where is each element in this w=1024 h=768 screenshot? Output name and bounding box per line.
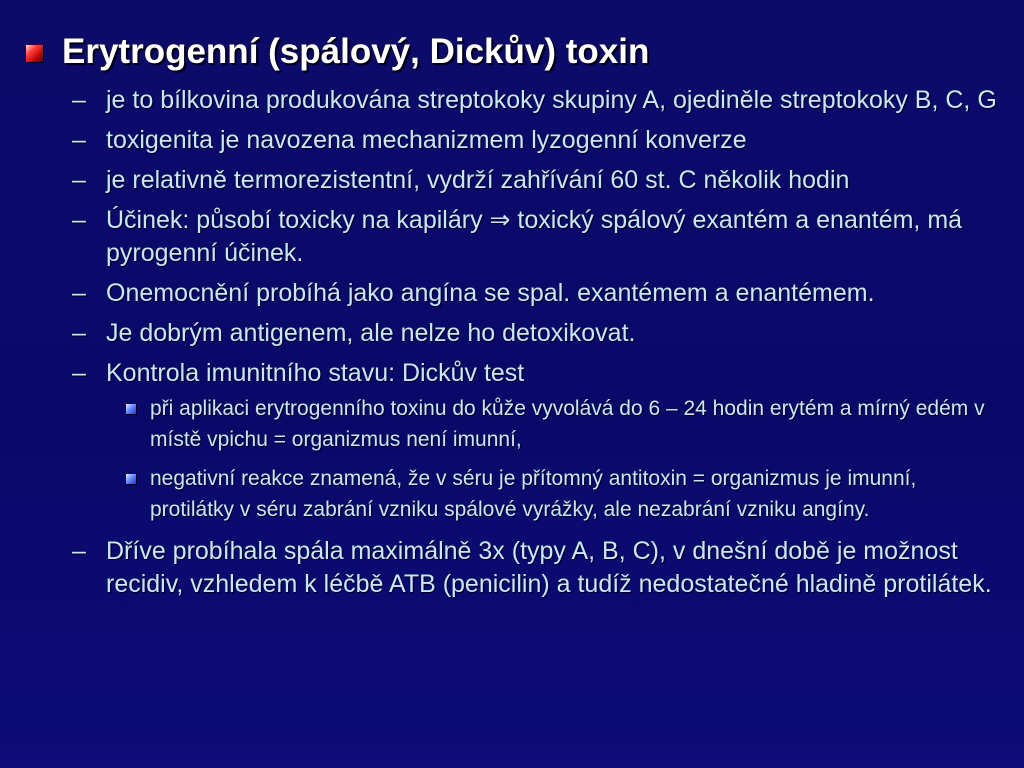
slide-title: Erytrogenní (spálový, Dickův) toxin (62, 32, 650, 71)
list-item (72, 84, 1002, 117)
bullet-list (72, 84, 1002, 608)
list-item-text: Onemocnění probíhá jako angína se spal. exantémem a enantémem. (106, 279, 875, 307)
dash-marker: – (72, 537, 86, 565)
sub-list-item-text: při aplikaci erytrogenního toxinu do kůže vyvolává do 6 – 24 hodin erytém a mírný edém v místě vpichu = organizmus není imunní, (150, 397, 985, 451)
list-item (72, 535, 1002, 601)
sub-list-item-text: negativní reakce znamená, že v séru je přítomný antitoxin = organizmus je imunní, protilátky v séru zabrání vzniku spálové vyrážky, ale nezabrání vzniku angíny. (150, 467, 917, 521)
dash-marker: – (72, 319, 86, 347)
square-bullet-icon (26, 45, 43, 62)
list-item (72, 164, 1002, 197)
dash-marker: – (72, 279, 86, 307)
sub-list-item (126, 463, 1006, 525)
dash-marker: – (72, 359, 86, 387)
list-item-text: Je dobrým antigenem, ale nelze ho detoxikovat. (106, 319, 636, 347)
sub-list-item (126, 393, 1006, 455)
dash-marker: – (72, 126, 86, 154)
square-bullet-icon (126, 474, 136, 484)
list-item-text: je to bílkovina produkována streptokoky skupiny A, ojediněle streptokoky B, C, G (106, 86, 997, 114)
list-item-text: Kontrola imunitního stavu: Dickův test (106, 359, 525, 387)
dash-marker: – (72, 166, 86, 194)
list-item (72, 317, 1002, 350)
list-item (72, 204, 1002, 270)
list-item-text: Dříve probíhala spála maximálně 3x (typy A, B, C), v dnešní době je možnost recidiv, vzhledem k léčbě ATB (penicilin) a tudíž nedostatečné hladině protilátek. (106, 537, 992, 598)
title-row (26, 30, 649, 74)
sub-bullet-list (126, 393, 1006, 525)
list-item-text: Účinek: působí toxicky na kapiláry ⇒ toxický spálový exantém a enantém, má pyrogenní účinek. (106, 206, 963, 267)
list-item (72, 124, 1002, 157)
list-item (72, 357, 1002, 390)
dash-marker: – (72, 86, 86, 114)
dash-marker: – (72, 206, 86, 234)
list-item-text: toxigenita je navozena mechanizmem lyzogenní konverze (106, 126, 747, 154)
list-item (72, 277, 1002, 310)
list-item-text: je relativně termorezistentní, vydrží zahřívání 60 st. C několik hodin (106, 166, 850, 194)
square-bullet-icon (126, 404, 136, 414)
